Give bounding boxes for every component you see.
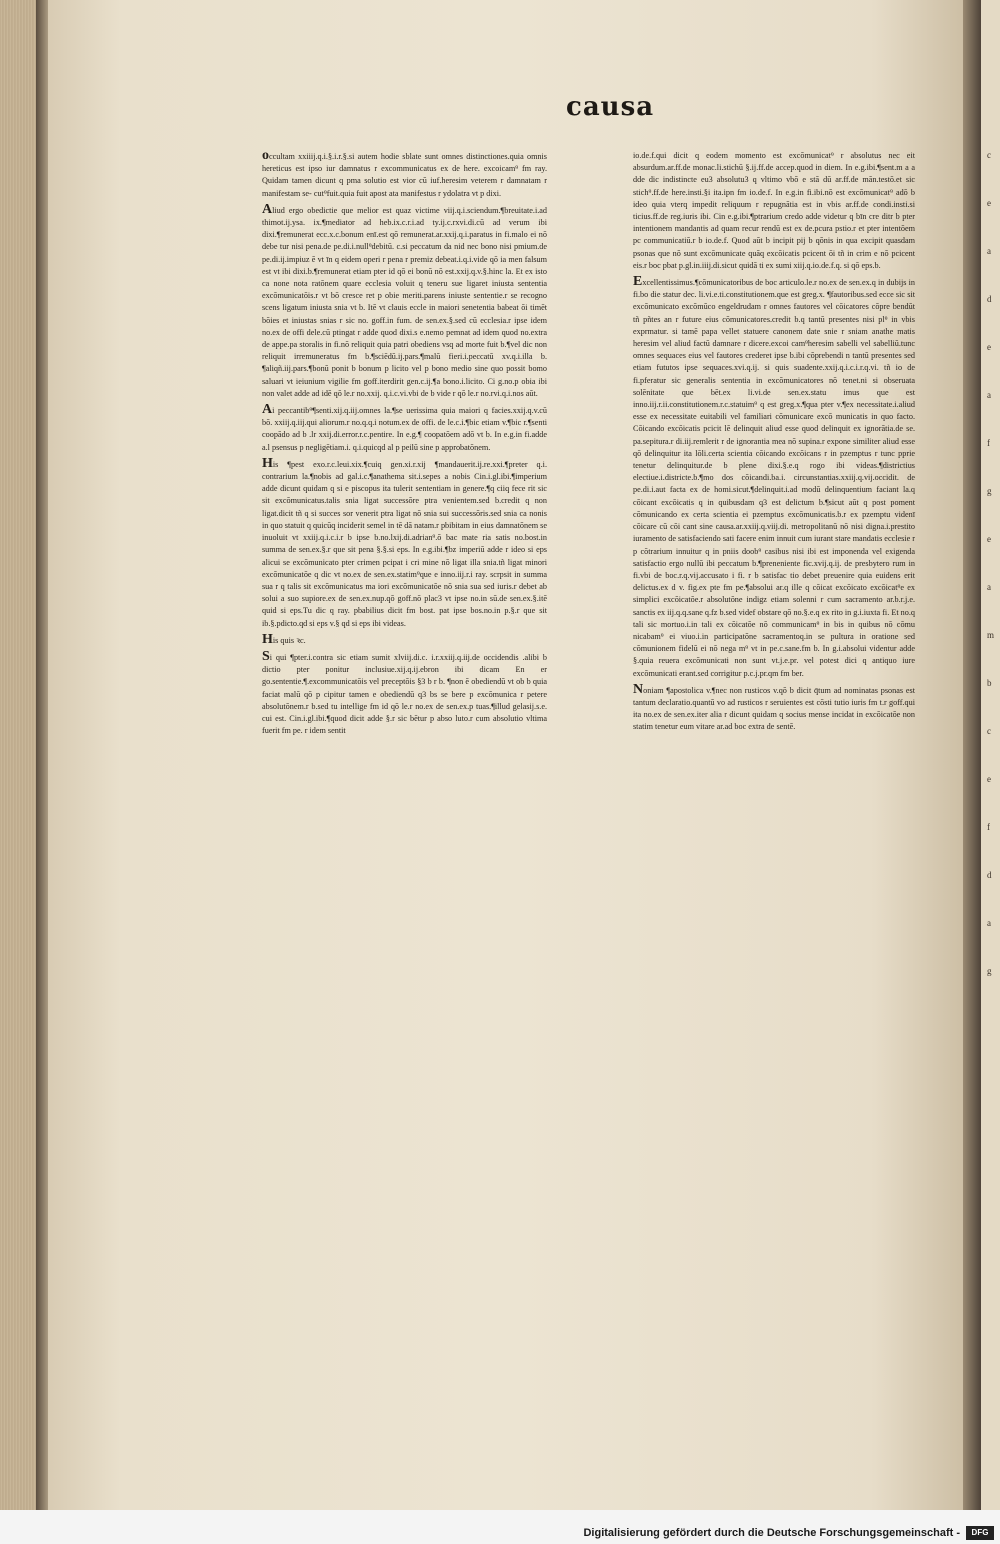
facing-page-mark: g — [987, 486, 992, 496]
facing-page-mark: g — [987, 966, 992, 976]
paragraph: occultam xxiiij.q.i.§.i.r.§.si autem hodie sblate sunt omnes distinctiones.quia omnis hereticus est ipso iur damnatus r excommunicatus ex de here. excoicam⁹ fm ray. Quidam tamen dicunt q pma solutio est vior cū iuf.heresim veterem r damnatam r manifestam se- cut⁹fuit.quia fuit apost ata manifestus r ydolatra vt p dixi. — [262, 148, 547, 198]
facing-page-mark: c — [987, 726, 991, 736]
paragraph: Noniam ¶apostolica v.¶nec non rusticos v.qō b dicit q̄tum ad nominatas psonas est tantum declaratio.quantū vo ad rusticos r seruientes est cōsti tutio iuris fm t.r goff.qui ita no.ex de sen.ex.iter alia r dicunt quidam q socius mense incidat in excōicatōe non statim tenetur eum vitare ar.ad boc extra de sentē. — [633, 681, 915, 732]
facing-page-mark: f — [987, 438, 990, 448]
paragraph: Aliud ergo obedictie que melior est quaz victime viij.q.i.sciendum.¶breuitate.i.ad thimot.ij.ysa. ix.¶mediator ad heb.ix.c.r.i.ad ty.ij.c.rxvi.di.cū ad verum ibi dixi.¶remunerat ecc.x.c.bonum enī.est qō remunerat.ar.xxij.q.i.paratus in fi.malo ei nō debe tur nisi pena.de pe.di.i.null⁹debitū. c.si peccatum da nid nec bono nisi pmium.de pe.di.ij.impiuz ē vt īn q eidem operi r pena r premiz debeat.i.q.i.vide qō ia men falsum est vt ibi dixi.b.¶remunerat etiam pter id qō ei bonū nō est.xxij.q.v.§.hinc la. Et ex isto ca none nota ratōnem quare ecclesia voluit q teneru sue ligaret iniusta sententia excōmunicatōis.r vt bō cresce ret p obie meriti.parens iniuste sententie.r se recogno scens ligatum iniusta snia vt b. Itē vt clauis eccle in maiori senetentia babeat ōi timēt bōies et iniustas snias r sic no. goff.in fum. de sen.ex.§.sed cū ecclesia.r ipse idem no.ex de offi dele.cū ptingat r adde quod dixi.s e.nemo pemnat ad idem quod no.extra de appe.pa storalis in fi.nō reliquit quia patri obediens vsq ad morte fuit b.¶vel dic non reliquit irremuneratus fm b.¶sciēdū.ij.pars.¶malū fieri.i.peccatū xv.q.i.illa b. ¶aliqñ.iij.pars.¶bonū ponit b bonum p licito vel p bono medio sine quo possit bomo saluari vt ieiunium vigilie fm goff.iterdirit gen.c.ij.¶a bono.i.licito. Ci g.no.p obia ibi non valet adde ad idē qō le.r no.xxij. q.i.c.vi.vbi de b vide r qō le.r no.rvi.q.i.nos aūt. — [262, 201, 547, 398]
facing-page-mark: a — [987, 390, 991, 400]
paragraph: Si qui ¶pter.i.contra sic etiam sumit xlviij.di.c. i.r.xxiij.q.iij.de occidendis .alibi b dictio pter ponitur inclusiue.xij.q.ij.ebron ibi dicam En er go.sententie.¶.excommunicatōis vel preceptōis §3 b r b. ¶non ē obediendū vt ob b quia faciat malū qō p cipitur tamen e obediendū q3 bs se bere p excōmunica r petere absolutōnem.r b.sed tu intellige fm id qō le.r no.ex de sen.ex.p tuas.¶illud gelasij.s.e. cui est. Cin.i.gl.ibi.¶quod dicit adde §.r sic bētur p abso luto.r cum absolutio vltima fuerit fm pe. r idem sentit — [262, 648, 547, 736]
facing-page-mark: e — [987, 774, 991, 784]
facing-page-mark: a — [987, 246, 991, 256]
gutter — [963, 0, 981, 1510]
facing-page-mark: f — [987, 822, 990, 832]
facing-page-mark: d — [987, 294, 992, 304]
running-header: causa — [566, 92, 655, 122]
text-column-right — [633, 150, 915, 738]
facing-page-mark: d — [987, 870, 992, 880]
facing-page-mark: e — [987, 534, 991, 544]
paragraph: His quis ꝛc. — [262, 631, 306, 647]
facing-page-mark: e — [987, 198, 991, 208]
paragraph: Ai peccantib⁹¶senti.xij.q.iij.omnes la.¶se uerissima quia maiori q facies.xxij.q.v.cū bō. xxiij.q.iij.qui aliorum.r no.q.q.i notum.ex de offi. de le.c.i.¶bic etiam v.¶bic r.¶senti coopādo ad b .lr xxij.di.error.r.c.pentire. In e.g.¶ coopatōem adō vt b. In e.g.in fi.adde a.l psensus p negligētiam.i. q.i.quicqd al p peilū sine p approbatōnem. — [262, 402, 547, 452]
paragraph: His ¶pest exo.r.c.leui.xix.¶cuiq gen.xi.r.xij ¶mandauerit.ij.re.xxi.¶preter q.i. contrarium la.¶nobis ad gal.i.c.¶anathema sit.i.sepes a nobis Cin.i.gl.ibi.¶imperium adde dicunt quidam q si e piscopus ita tulerit sententiam in genere.¶q ciiq fece rit sic sit excōmunicatus.talis snia ligat successōre ptra venientem.sed b.credit q non ligat.dicit tñ q si succes sor venerit ptra ligat nō snia sui successōris.sed snia ca nonis in quo statuit q quicūq inciderit semel in tē dā natam.r pbibitam in eius damnatōnem se inuoluit vt xxiij.q.i.c.i.r b ipse b.no.lxij.di.adrian⁹.ō bac mate ria satis no.bost.in summa de sen.ex.§.r que sit pena §.§.si eps. In e.g.ibi.¶bz imperiū adde r ideo si eps alicui se excōmunicato pter crimen pcipat i cri mine nō ligat illa snia.tñ ligat minori excōmunicatōe q dic vt no.ex de sen.ex.statim⁹que e inno.iij.r.i ray. scrpsit in summa sua r q talis sit excōmunicatus ma iori excōmunicatōe nō snia sua sed iuris.r debet ab solui a suo supiore.ex de sen.ex.nup.qō goff.nō plac3 vt ipse no.in sū.de sen.ex.§.itē quid si eps.Tu dic q ray. pbabilius dicit fm bost. pat ipse bos.no.in p.§.r que sit ib.§.pdicto.qd si eps v.§ qd si eps ibi videas. — [262, 455, 547, 628]
paragraph: Excellentissimus.¶cōmunicatoribus de boc articulo.le.r no.ex de sen.ex.q in dubijs in fi.bo die statur dec. li.vi.e.ti.constitutionem.que est greg.x. ¶fautoribus.sed ecce sic sit excōmunicato excōmūco engeldrudam r omnes fautores vel cōicatores cōpre bendūt tñ pñtes an r future eius cōmunicatores.credit b.q tantū presentes nisi pl⁹ in vbis exprmatur. si tamē papa vellet statuere canonem date snie r sniam anathe matis heresim vel aliud factū damnare r dicere.excoi cam⁹heresim sabelli vel sabelliū.tunc omnes sequaces eius vel fautores crederet ipse b.ibi cōprebendi n tantū presentes sed etiam fututos ipse sequaces.xvi.q.ij. si quis suadente.xxij.q.i.c.i.r.q.vi. tñ io de fi.pferatur sic generalis sententia in excōmunicatores nō tenet.ni si obseruata solēnitate que bēt.ex li.vi.de sen.ex.statu imus que est inno.iij.r.ii.constitutionem.r.c.statuim⁹ q est greg.x.¶qua pter v.¶ex necessitate.i.aliud esse ex necessitate euitabili vel familiari cōmunicare excō municatis in quo facto. Cōicando excōicatis pcicit lē delinquit aliud esse quod delinquit ex ignorātia.de se. pa.sepitura.r di.iij.remlerit r de ignorantia mea nō supina.r expone similiter aliud esse qō delinquitur ita lōli.certa scientia cōicando excōicans r in pzemptus r tunc pprie tenetur delinquitur.de b plene dixi.§.e.q rogo ibi videas.¶districtius electiue.i.districte.b.¶mo dos cōicandi.ba.i. circunstantias.xxiij.q.vij.occidit. de pe.di.i.aut facta ex de homi.sicut.¶delinquit.i.ad modū delinquentium faciant la.q cōicant excōicatis q in quibusdam q3 est delictum b.¶sicut aūt q post poment cōmunicando ex certa scientia ei pzemptus excōmunicatis.b.r ex pzemptu videnī cōicare cū cōi cant sine causa.ar.xxiij.q.viij.di. metropolitanū nō nisi digna.i.prestito iuramento de satisfaciendo sati facere enim innuit cum iurant stare mandatis ecclesie r p cōtrarium innuitur q in pniis doob⁹ casibus nisi ibi est imponenda vel exigenda satisfactio ergo nullū ibi peccatum b.¶preneniente fic.xvij.q.ij. de presbytero rum in fi.vbi de boc.r.q.vij.accusato i fi. r b satisfac tio debet preuenire quia euidens erit delictus.ex d v. fig.ex pte fm pe.¶absolui ar.q ille q cōicat excōicato excōicat⁹e ex simplici excōicatōe.r absolutōne indigz etiam solenni r cum sacramento ar.b.r.j.e. sanctis ex iij.q.q.sane q.fz b.sed videf obstare qō no.§.e.q ex rito in g.i.iuxta fi. Et no.q tali sic mortuo.i.in tali ex cōicatōe nō communicam⁹ in bis in quibus nō cōmu nicabam⁹ ei viuo.i.in participatōne sacramentoq.in se pultura in oratione sed cōmunionem fidelū ei nō nega m⁹ vt in pe.c.sane.fm b. In g.i.absolui videntur adde §.quia reuera excōmunicati non sunt vt.j.e.pr. vel potest dici q antiquo iure excōmunicati erant.sed corrigitur p.c.j.pr.qm fm ber. — [633, 274, 915, 678]
facing-page-mark: a — [987, 582, 991, 592]
facing-page-edge — [981, 0, 1000, 1510]
paragraph: io.de.f.qui dicit q eodem momento est excōmunicat⁹ r absolutus nec eit absurdum.ar.ff.de monac.li.stichū §.ij.ff.de accep.quod in diem. In e.g.ibi.¶sent.m a a dde dic indistincte eu3 absolutu3 q vltimo vbō e stā dū ar.ff.de mān.testō.et sic stich⁹.ff.de here.insti.§i ita.ipn fm io.de.f. In e.g.in fi.ibi.nō est excōmunicat⁹ adō b ideo quia vterq impedit reliquum r repugnātia est in vbis ar.ff.de condi.insti.si ticius.ff.de reg.iuris ibi. Cin e.g.ibi.¶ptrarium credo adde videtur q bīn cre ditr b pter intentionem mandantis ad quam recur rendū est ex de.pcura pstio.r et pter intentōem pc communicatiū.r b io.de.f. Quod aūt b incipit pij b qōnis in qua excipit quasdam psonas que nō sunt excōmunicate quāq excōicatis pcicent ōi tñ in crim e nō pcicent eis.r boc pbat p.gl.in.iiij.di.sicut quidā ti ex sumi xiij.q.io.de.f.q. si qō eps.b. — [633, 151, 915, 270]
footer-credit: Digitalisierung gefördert durch die Deutsche Forschungsgemeinschaft - — [583, 1527, 960, 1539]
text-column-left — [262, 150, 547, 741]
facing-page-mark: a — [987, 918, 991, 928]
facing-page-mark: e — [987, 342, 991, 352]
dfg-logo: DFG — [966, 1526, 994, 1540]
page-stack-edge — [0, 0, 36, 1510]
facing-page-mark: m — [987, 630, 995, 640]
facing-page-mark: c — [987, 150, 991, 160]
facing-page-mark: b — [987, 678, 992, 688]
